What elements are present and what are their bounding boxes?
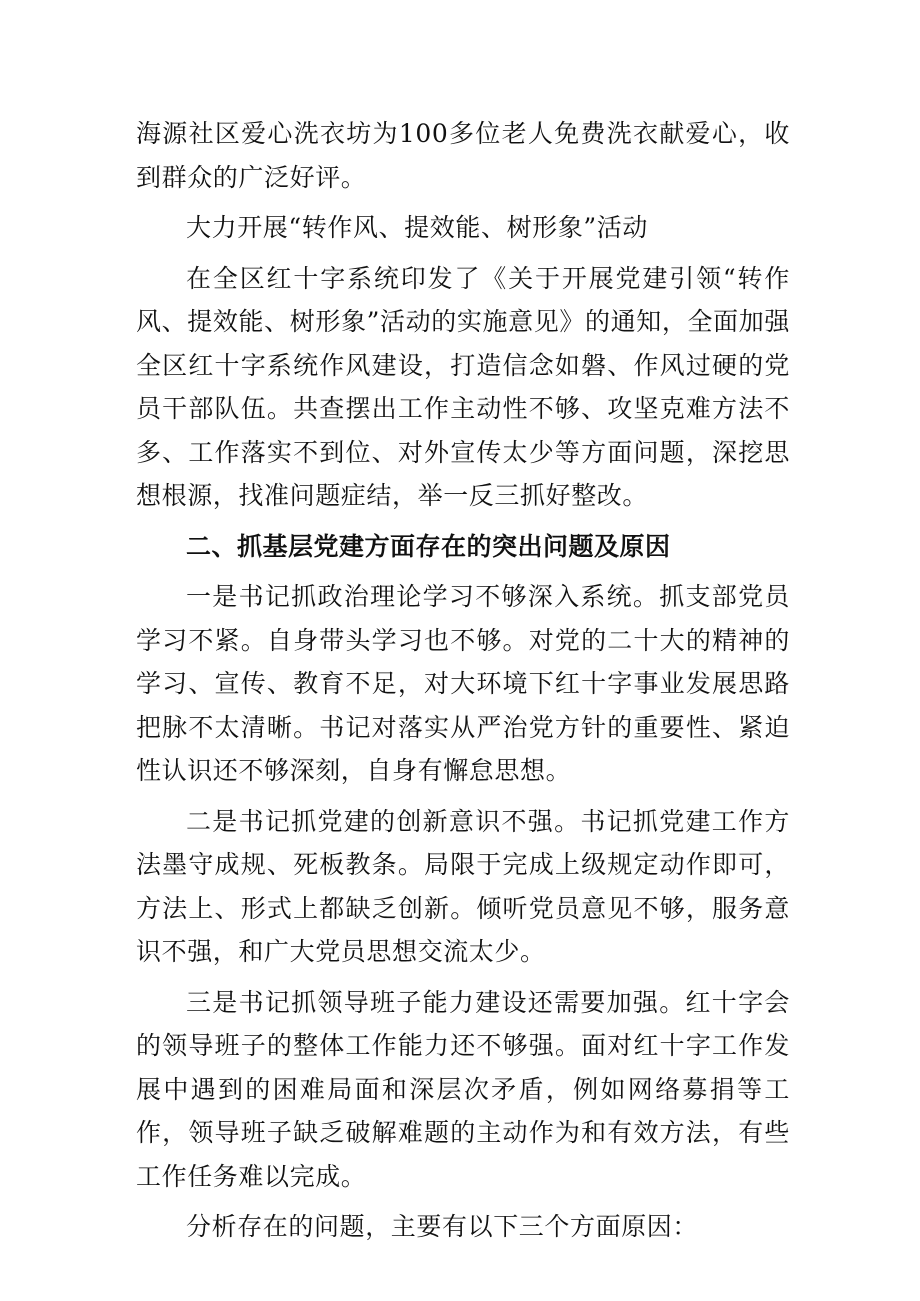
paragraph-6: 分析存在的问题，主要有以下三个方面原因： (186, 1212, 699, 1241)
paragraph-5: 三是书记抓领导班子能力建设还需要加强。红十字会的领导班子的整体工作能力还不够强。面对红十字工作发展中遇到的困难局面和深层次矛盾，例如网络募捐等工作，领导班子缺乏破解难题的主动作为和有效方法，有些工作任务难以完成。 (136, 987, 790, 1191)
paragraph-4: 二是书记抓党建的创新意识不强。书记抓党建工作方法墨守成规、死板教条。局限于完成上级规定动作即可，方法上、形式上都缺乏创新。倾听党员意见不够，服务意识不强，和广大党员思想交流太少。 (136, 806, 790, 966)
paragraph-1: 大力开展“转作风、提效能、树形象”活动 (186, 213, 648, 242)
paragraph-3: 一是书记抓政治理论学习不够深入系统。抓支部党员学习不紧。自身带头学习也不够。对党的二十大的精神的学习、宣传、教育不足，对大环境下红十字事业发展思路把脉不太清晰。书记对落实从严治党方针的重要性、紧迫性认识还不够深刻，自身有懈怠思想。 (136, 582, 790, 785)
document-body (136, 112, 790, 1256)
section-heading-2: 二、抓基层党建方面存在的突出问题及原因 (186, 531, 671, 561)
paragraph-0: 海源社区爱心洗衣坊为100多位老人免费洗衣献爱心，收到群众的广泛好评。 (136, 119, 790, 192)
paragraph-2: 在全区红十字系统印发了《关于开展党建引领“转作风、提效能、树形象”活动的实施意见》的通知，全面加强全区红十字系统作风建设，打造信念如磐、作风过硬的党员干部队伍。共查摆出工作主动性不够、攻坚克难方法不多、工作落实不到位、对外宣传太少等方面问题，深挖思想根源，找准问题症结，举一反三抓好整改。 (136, 263, 790, 510)
